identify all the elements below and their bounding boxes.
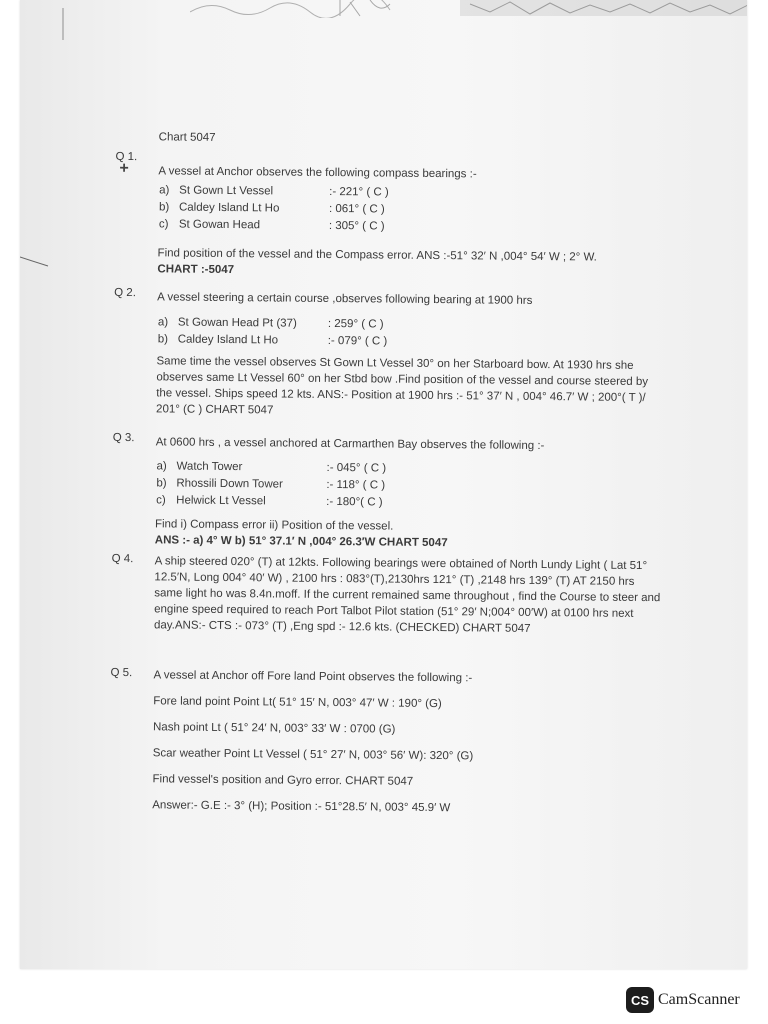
item-name: Watch Tower (176, 460, 243, 474)
item-value: : 259° ( C ) (327, 317, 384, 331)
item-value: :- 045° ( C ) (326, 461, 387, 475)
item-name: St Gowan Head (178, 218, 261, 232)
item-name: St Gowan Head Pt (37) (177, 316, 297, 330)
plus-mark-icon: + (119, 159, 129, 178)
q3-find: Find i) Compass error ii) Position of the vessel. (154, 518, 394, 533)
document-page (20, 0, 747, 969)
item-value: :- 180°( C ) (326, 495, 383, 509)
item-letter: b) (157, 333, 169, 346)
q2-item-a (158, 314, 384, 332)
item-letter: c) (158, 218, 169, 231)
q4-body: A ship steered 020° (T) at 12kts. Following bearings were obtained of North Lundy Light ( Lat 51° 12.5′N, Long 004° 40′ W) , 2100 hrs : 083°(T),2130hrs 121° (T) ,2148 hrs 139° (T) AT 2150 hrs same light ho was 8.4n.moff. If the current remained same throughout , find the Course to steer and engine speed required to reach Port Talbot Pilot station (51° 29′ N;004° 00′W) at 0100 hrs next day.ANS:- CTS :- 073° (T) ,Eng spd :- 12.6 kts. (CHECKED) CHART 5047 (153, 555, 661, 635)
q1-item-b (159, 199, 385, 217)
q1-find: Find position of the vessel and the Compass error. ANS :-51° 32′ N ,004° 54′ W ; 2° W. (157, 247, 597, 264)
item-letter: a) (159, 184, 170, 197)
q1-chart: CHART :-5047 (157, 263, 235, 277)
q5-bearing-3: Scar weather Point Lt Vessel ( 51° 27′ N, 003° 56′ W): 320° (G) (152, 747, 474, 763)
q3-item-a (156, 458, 386, 476)
camscanner-label: CamScanner (658, 991, 740, 1008)
q3-item-b (156, 475, 385, 493)
item-value: : 061° ( C ) (328, 202, 385, 216)
item-value: :- 118° ( C ) (326, 478, 386, 492)
item-name: Caldey Island Lt Ho (177, 333, 279, 347)
item-letter: b) (156, 477, 167, 490)
q5-bearing-1: Fore land point Point Lt( 51° 15′ N, 003° 47′ W : 190° (G) (153, 695, 442, 711)
q2-body: Same time the vessel observes St Gown Lt Vessel 30° on her Starboard bow. At 1930 hrs she observes same Lt Vessel 60° on her Stbd bow .Find position of the vessel and course steered by the vessel. Ships speed 12 kts. ANS:- Position at 1900 hrs :- 51° 37′ N , 004° 46.7′ W ; 200°( T )/ 201° (C ) CHART 5047 (156, 355, 649, 417)
item-name: St Gown Lt Vessel (179, 184, 274, 198)
item-name: Helwick Lt Vessel (176, 494, 266, 508)
q5-bearing-2: Nash point Lt ( 51° 24′ N, 003° 33′ W : 0700 (G) (152, 721, 396, 736)
camscanner-watermark (626, 986, 740, 1014)
q5-text: A vessel at Anchor off Fore land Point observes the following :- (153, 669, 473, 685)
q4-number: Q 4. (111, 552, 134, 566)
document-content (20, 0, 747, 969)
q3-text: At 0600 hrs , a vessel anchored at Carmarthen Bay observes the following :- (155, 436, 545, 453)
q1-text: A vessel at Anchor observes the following compass bearings :- (158, 165, 477, 181)
item-value: : 305° ( C ) (328, 219, 385, 233)
item-letter: a) (157, 316, 169, 329)
q3-number: Q 3. (112, 431, 135, 445)
item-value: :- 221° ( C ) (329, 185, 389, 199)
q3-answer: ANS :- a) 4° W b) 51° 37.1′ N ,004° 26.3′W CHART 5047 (154, 534, 448, 550)
q5-number: Q 5. (110, 666, 133, 680)
q5-answer: Answer:- G.E :- 3° (H); Position :- 51°28.5′ N, 003° 45.9′ W (152, 799, 451, 815)
item-letter: b) (158, 201, 170, 214)
q3-item-c (156, 492, 383, 510)
item-value: :- 079° ( C ) (327, 334, 388, 348)
q5-find: Find vessel's position and Gyro error. CHART 5047 (152, 773, 414, 788)
item-name: Rhossili Down Tower (176, 477, 283, 491)
camscanner-logo-icon: CS (626, 987, 654, 1013)
q2-item-b (158, 331, 388, 349)
q1-item-a (159, 182, 389, 200)
q2-number: Q 2. (114, 286, 136, 300)
item-letter: a) (156, 460, 167, 473)
q1-number: Q 1. (115, 150, 138, 164)
chart-title: Chart 5047 (158, 131, 216, 144)
item-letter: c) (156, 494, 166, 507)
item-name: Caldey Island Lt Ho (178, 201, 280, 215)
q2-text: A vessel steering a certain course ,observes following bearing at 1900 hrs (157, 291, 533, 307)
q1-item-c (159, 216, 385, 234)
